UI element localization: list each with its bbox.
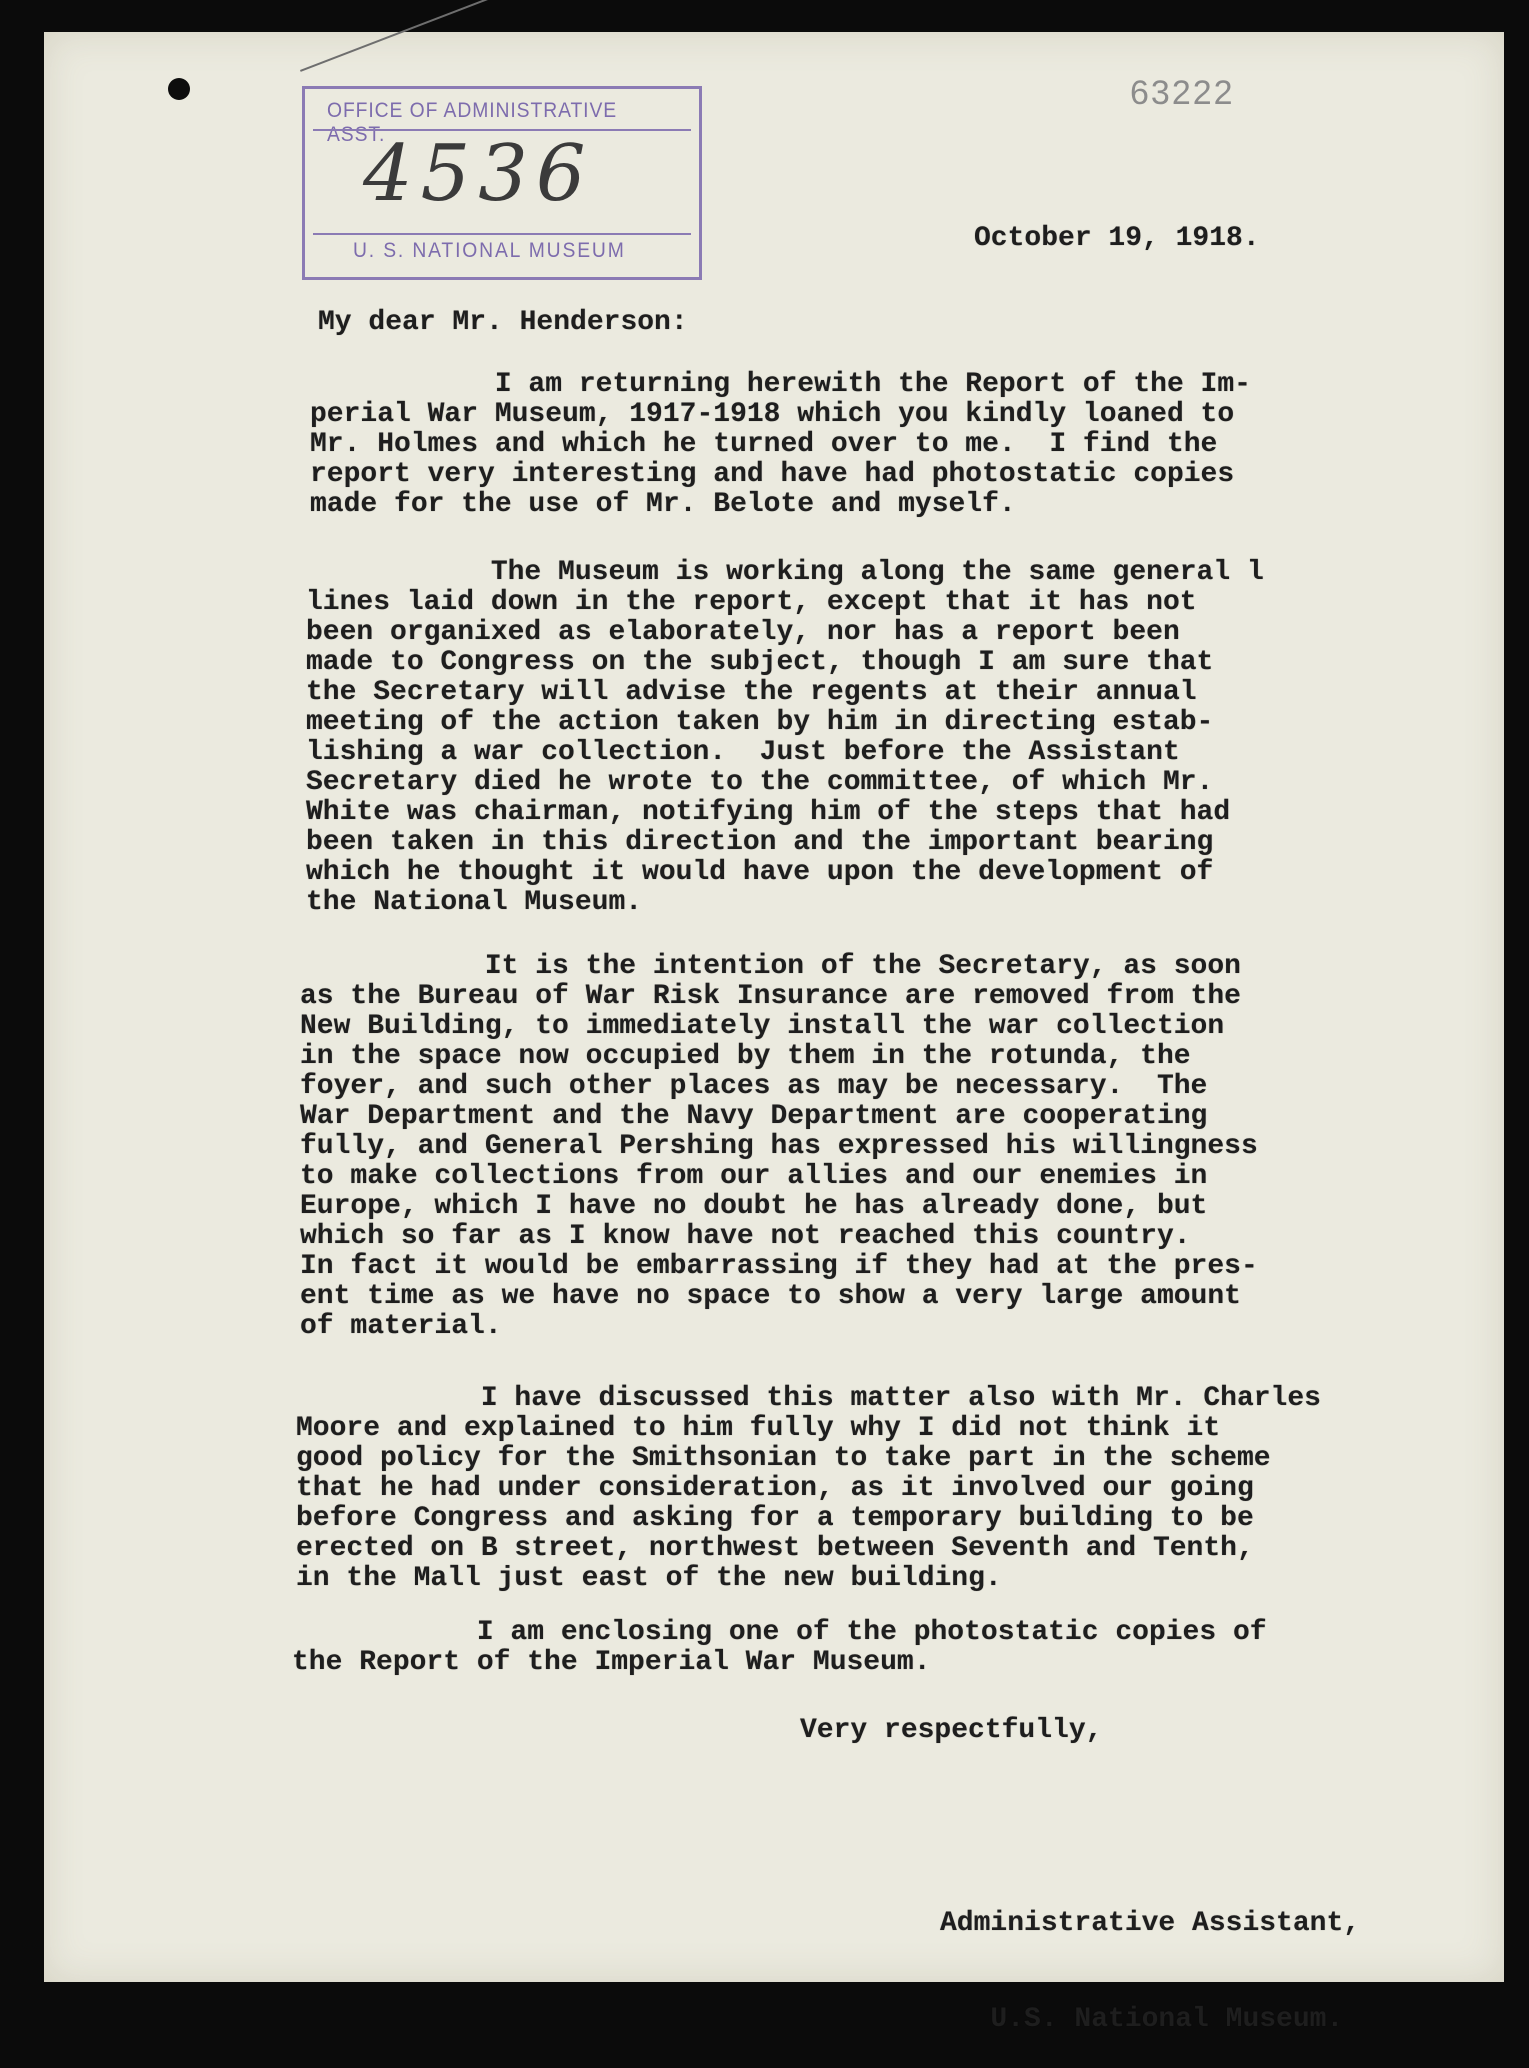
stamp-bottom-text: U. S. NATIONAL MUSEUM: [353, 239, 626, 262]
signature-institution: U.S. National Museum.: [940, 2004, 1344, 2035]
paragraph-4: I have discussed this matter also with Mr. Charles Moore and explained to him fully why I did not think it good policy for the Smithsonian to take part in the scheme that he had under consideration, as it involved our going before Congress and asking for a temporary building to be erected on B street, northwest between Seventh and Tenth, in the Mall just east of the new building.: [296, 1383, 1321, 1594]
paragraph-2: The Museum is working along the same general l lines laid down in the report, except that it has not been organixed as elaborately, nor has a report been made to Congress on the subject, though I am sure that the Secretary will advise the regents at their annual meeting of the action taken by him in directing estab- lishing a war collection. Just before the Assistant Secretary died he wrote to the committee, of which Mr. White was chairman, notifying him of the steps that had been taken in this direction and the important bearing which he thought it would have upon the development of the National Museum.: [306, 557, 1264, 918]
paragraph-1: I am returning herewith the Report of the Im- perial War Museum, 1917-1918 which you kindly loaned to Mr. Holmes and which he turned over to me. I find the report very interesting and have had photostatic copies made for the use of Mr. Belote and myself.: [310, 369, 1251, 520]
stamp-top-text: OFFICE OF ADMINISTRATIVE ASST.: [327, 99, 618, 146]
closing: Very respectfully,: [800, 1715, 1103, 1746]
letter-date: October 19, 1918.: [974, 223, 1260, 254]
stamp-rule-bottom: [313, 233, 691, 235]
document-number: 63222: [1130, 74, 1235, 112]
signature-title: Administrative Assistant,: [940, 1908, 1361, 1939]
signature-block: [940, 1844, 1360, 2068]
stamp-handwritten-number: 4536: [363, 129, 594, 219]
punch-hole: [168, 78, 190, 100]
paragraph-5: I am enclosing one of the photostatic copies of the Report of the Imperial War Museum.: [292, 1617, 1267, 1678]
office-stamp: [302, 86, 702, 280]
paragraph-3: It is the intention of the Secretary, as soon as the Bureau of War Risk Insurance are removed from the New Building, to immediately install the war collection in the space now occupied by them in the rotunda, the foyer, and such other places as may be necessary. The War Department and the Navy Department are cooperating fully, and General Pershing has expressed his willingness to make collections from our allies and our enemies in Europe, which I have no doubt he has already done, but which so far as I know have not reached this country. In fact it would be embarrassing if they had at the pres- ent time as we have no space to show a very large amount of material.: [300, 951, 1258, 1342]
salutation: My dear Mr. Henderson:: [318, 307, 688, 338]
